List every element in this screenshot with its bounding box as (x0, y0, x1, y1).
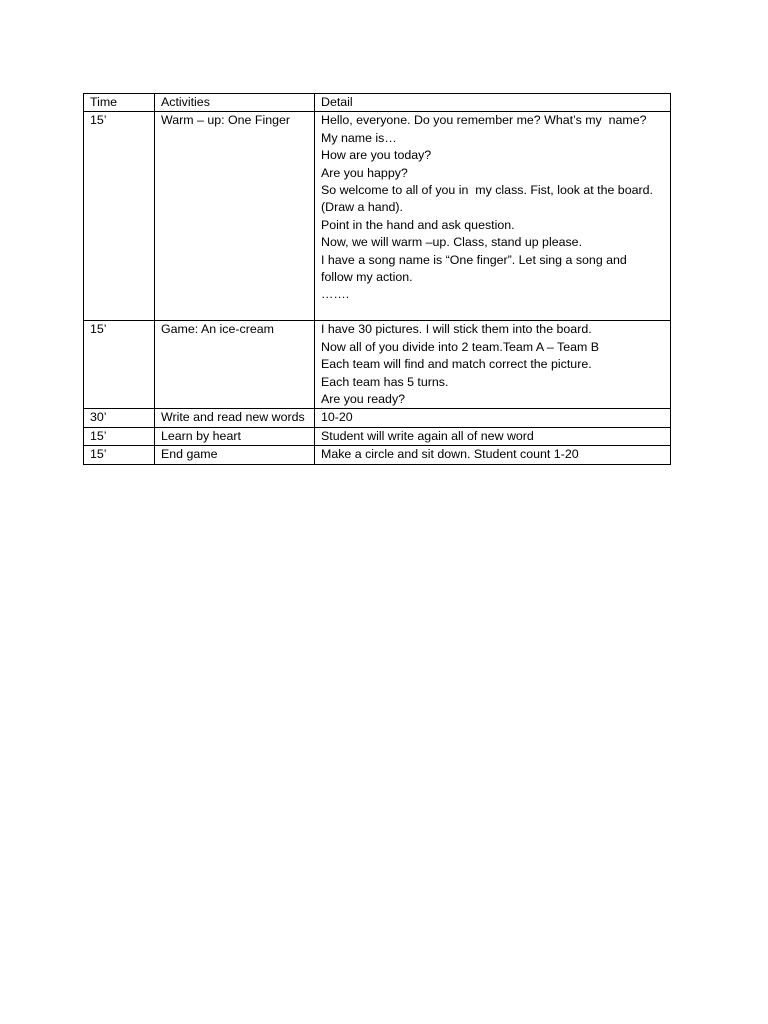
time-cell: 15’ (84, 427, 155, 445)
detail-line: (Draw a hand). (321, 200, 403, 215)
table-row (84, 446, 671, 464)
table-row (84, 321, 671, 409)
table-row (84, 112, 671, 321)
time-cell: 15’ (84, 112, 155, 321)
detail-line: ……. (321, 287, 350, 302)
header-activities: Activities (155, 94, 315, 112)
detail-line: Student will write again all of new word (321, 428, 534, 443)
detail-line: Are you ready? (321, 392, 406, 407)
detail-line: My name is… (321, 130, 397, 145)
detail-cell (315, 112, 671, 321)
lesson-plan-table (83, 93, 671, 465)
detail-line: follow my action. (321, 270, 413, 285)
detail-line: I have 30 pictures. I will stick them into the board. (321, 322, 592, 337)
activity-cell: Game: An ice-cream (155, 321, 315, 409)
detail-line: 10-20 (321, 410, 353, 425)
detail-line: So welcome to all of you in my class. Fist, look at the board. (321, 183, 653, 198)
detail-line: How are you today? (321, 148, 432, 163)
detail-line: Point in the hand and ask question. (321, 217, 515, 232)
activity-cell: End game (155, 446, 315, 464)
detail-line: Now all of you divide into 2 team.Team A – Team B (321, 339, 600, 354)
detail-cell (315, 321, 671, 409)
time-cell: 15’ (84, 446, 155, 464)
detail-line: Each team has 5 turns. (321, 374, 449, 389)
table-row (84, 427, 671, 445)
activity-cell: Learn by heart (155, 427, 315, 445)
detail-line: I have a song name is “One finger”. Let sing a song and (321, 252, 627, 267)
detail-line: Now, we will warm –up. Class, stand up please. (321, 235, 583, 250)
detail-cell (315, 409, 671, 427)
detail-line: Each team will find and match correct the picture. (321, 357, 592, 372)
detail-cell (315, 446, 671, 464)
detail-cell (315, 427, 671, 445)
activity-cell: Write and read new words (155, 409, 315, 427)
header-time: Time (84, 94, 155, 112)
detail-line: Hello, everyone. Do you remember me? What’s my name? (321, 113, 647, 128)
table-row (84, 409, 671, 427)
table-header-row (84, 94, 671, 112)
detail-line: Are you happy? (321, 165, 408, 180)
detail-line: Make a circle and sit down. Student count 1-20 (321, 447, 579, 462)
time-cell: 15’ (84, 321, 155, 409)
activity-cell: Warm – up: One Finger (155, 112, 315, 321)
header-detail: Detail (315, 94, 671, 112)
time-cell: 30’ (84, 409, 155, 427)
